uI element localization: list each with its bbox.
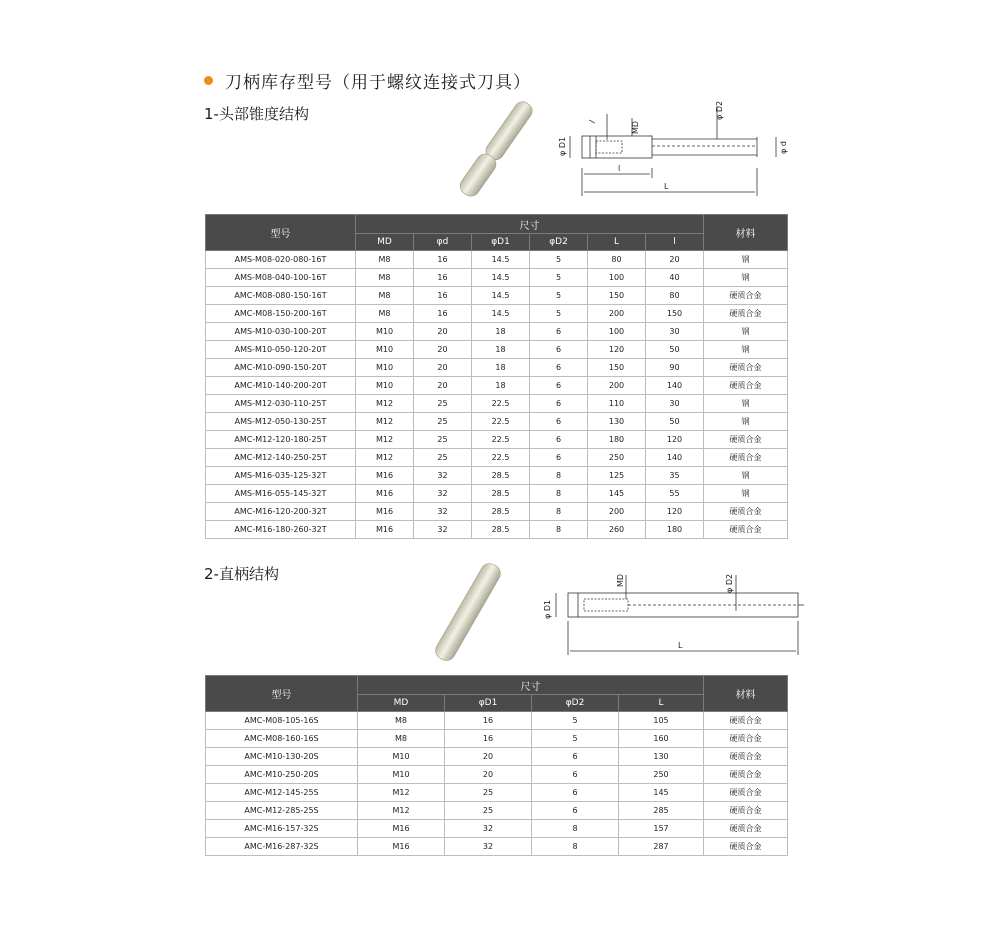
model-cell: AMS-M16-055-145-32T (206, 485, 356, 503)
table-cell: 6 (530, 323, 588, 341)
table-cell: 18 (472, 323, 530, 341)
table-cell: 100 (588, 269, 646, 287)
table-cell: M16 (358, 820, 445, 838)
table-cell: 6 (530, 413, 588, 431)
straight-phiD2-label: φ D2 (725, 573, 734, 593)
table-row (206, 359, 788, 377)
taper-holder-photo (440, 92, 555, 204)
table-cell: 35 (646, 467, 704, 485)
straight-table-body (206, 712, 788, 856)
table-cell: 180 (646, 521, 704, 539)
section2-label: 2-直柄结构 (204, 565, 279, 583)
table-row (206, 802, 788, 820)
table-cell: 130 (619, 748, 704, 766)
table-cell: M16 (356, 485, 414, 503)
table-row (206, 838, 788, 856)
model-cell: AMC-M10-140-200-20T (206, 377, 356, 395)
table-cell: 110 (588, 395, 646, 413)
table-row (206, 287, 788, 305)
table-cell: 32 (414, 485, 472, 503)
table-cell: 28.5 (472, 503, 530, 521)
col-header-phiD2: φD2 (532, 695, 619, 712)
table-cell: M10 (358, 766, 445, 784)
table-cell: 钢 (704, 395, 788, 413)
table-cell: 105 (619, 712, 704, 730)
table-row (206, 449, 788, 467)
table-cell: M10 (356, 323, 414, 341)
taper-L-label: L (664, 182, 669, 191)
col-header-MD: MD (356, 234, 414, 251)
table-cell: 16 (445, 730, 532, 748)
table-cell: 8 (530, 521, 588, 539)
table-cell: 8 (530, 467, 588, 485)
table-cell: 250 (588, 449, 646, 467)
table-cell: M8 (358, 730, 445, 748)
table-cell: 80 (646, 287, 704, 305)
table-cell: 30 (646, 395, 704, 413)
model-cell: AMS-M08-040-100-16T (206, 269, 356, 287)
table-cell: 钢 (704, 341, 788, 359)
col-header-MD: MD (358, 695, 445, 712)
table-cell: 6 (530, 341, 588, 359)
table-cell: 40 (646, 269, 704, 287)
table-cell: M10 (358, 748, 445, 766)
table-cell: 硬质合金 (704, 730, 788, 748)
table-cell: 硬质合金 (704, 521, 788, 539)
col-header-L: L (588, 234, 646, 251)
model-cell: AMS-M16-035-125-32T (206, 467, 356, 485)
table-cell: 14.5 (472, 269, 530, 287)
table-cell: M8 (356, 305, 414, 323)
table-row (206, 820, 788, 838)
col-header-model: 型号 (206, 676, 358, 712)
table-cell: 硬质合金 (704, 503, 788, 521)
table-cell: 钢 (704, 413, 788, 431)
table-cell: 25 (414, 431, 472, 449)
table-row (206, 521, 788, 539)
table-cell: M10 (356, 377, 414, 395)
model-cell: AMS-M10-050-120-20T (206, 341, 356, 359)
table-cell: 28.5 (472, 521, 530, 539)
table-cell: 16 (414, 269, 472, 287)
table-cell: 硬质合金 (704, 377, 788, 395)
table-cell: 8 (532, 838, 619, 856)
table-cell: 6 (532, 802, 619, 820)
table-cell: 钢 (704, 467, 788, 485)
straight-holder-table (205, 675, 788, 856)
table-cell: M10 (356, 359, 414, 377)
table-cell: 硬质合金 (704, 449, 788, 467)
table-cell: M16 (356, 503, 414, 521)
table-cell: 20 (646, 251, 704, 269)
table-cell: 硬质合金 (704, 766, 788, 784)
table-cell: 140 (646, 377, 704, 395)
table-cell: 5 (530, 269, 588, 287)
table-cell: 22.5 (472, 449, 530, 467)
table-cell: 6 (530, 431, 588, 449)
table-cell: 硬质合金 (704, 802, 788, 820)
table-row (206, 341, 788, 359)
col-header-material: 材料 (704, 215, 788, 251)
table-cell: 16 (414, 287, 472, 305)
table-cell: M12 (356, 449, 414, 467)
table-cell: 22.5 (472, 413, 530, 431)
taper-l-dim-label: l (618, 164, 621, 173)
table-cell: 50 (646, 413, 704, 431)
table-cell: 20 (414, 359, 472, 377)
table-cell: 16 (445, 712, 532, 730)
table-cell: 6 (532, 766, 619, 784)
table-cell: 140 (646, 449, 704, 467)
table-cell: 32 (445, 820, 532, 838)
model-cell: AMC-M12-120-180-25T (206, 431, 356, 449)
table-cell: 28.5 (472, 485, 530, 503)
table-cell: 18 (472, 341, 530, 359)
model-cell: AMC-M10-090-150-20T (206, 359, 356, 377)
table-cell: 125 (588, 467, 646, 485)
table-row (206, 503, 788, 521)
page-title: 刀柄库存型号（用于螺纹连接式刀具） (225, 73, 531, 93)
table-cell: 130 (588, 413, 646, 431)
table-cell: 145 (619, 784, 704, 802)
table-cell: 钢 (704, 251, 788, 269)
straight-holder-photo (420, 558, 516, 666)
table-cell: M8 (356, 287, 414, 305)
table-cell: 硬质合金 (704, 359, 788, 377)
table-cell: 32 (414, 467, 472, 485)
model-cell: AMC-M08-150-200-16T (206, 305, 356, 323)
model-cell: AMC-M08-105-16S (206, 712, 358, 730)
table-cell: 150 (588, 359, 646, 377)
table-cell: 30 (646, 323, 704, 341)
model-cell: AMC-M16-157-32S (206, 820, 358, 838)
table-row (206, 784, 788, 802)
table-cell: M12 (358, 802, 445, 820)
col-header-phiD1: φD1 (445, 695, 532, 712)
table-cell: 160 (619, 730, 704, 748)
table-cell: 50 (646, 341, 704, 359)
table-cell: 14.5 (472, 305, 530, 323)
table-cell: 250 (619, 766, 704, 784)
col-header-phiD1: φD1 (472, 234, 530, 251)
bullet-dot-icon (204, 76, 213, 85)
table-cell: M16 (358, 838, 445, 856)
table-cell: 25 (414, 395, 472, 413)
table-row (206, 730, 788, 748)
straight-MD-label: MD (616, 573, 625, 587)
table-cell: 22.5 (472, 431, 530, 449)
table-cell: M16 (356, 521, 414, 539)
table-row (206, 395, 788, 413)
model-cell: AMS-M12-030-110-25T (206, 395, 356, 413)
col-header-phiD2: φD2 (530, 234, 588, 251)
table-cell: 6 (532, 748, 619, 766)
col-header-size: 尺寸 (358, 676, 704, 695)
table-cell: M12 (358, 784, 445, 802)
model-cell: AMC-M08-080-150-16T (206, 287, 356, 305)
taper-phiD1-label: φ D1 (558, 136, 567, 156)
taper-phid-label: φ d (779, 141, 788, 154)
table-cell: 钢 (704, 323, 788, 341)
table-cell: 150 (588, 287, 646, 305)
table-row (206, 431, 788, 449)
model-cell: AMC-M16-287-32S (206, 838, 358, 856)
table-cell: 18 (472, 359, 530, 377)
table-cell: 16 (414, 251, 472, 269)
table-cell: 25 (445, 802, 532, 820)
table-cell: 20 (414, 377, 472, 395)
table-cell: 14.5 (472, 251, 530, 269)
table-cell: 6 (530, 359, 588, 377)
straight-L-label: L (678, 641, 683, 650)
table-cell: 180 (588, 431, 646, 449)
model-cell: AMC-M12-145-25S (206, 784, 358, 802)
table-cell: 5 (530, 287, 588, 305)
table-cell: 硬质合金 (704, 820, 788, 838)
table-row (206, 251, 788, 269)
model-cell: AMC-M12-140-250-25T (206, 449, 356, 467)
taper-l-small-label: l (587, 118, 597, 125)
col-header-size: 尺寸 (356, 215, 704, 234)
section1-label: 1-头部锥度结构 (204, 105, 309, 123)
table-cell: M8 (356, 269, 414, 287)
table-cell: 25 (414, 413, 472, 431)
model-cell: AMC-M16-180-260-32T (206, 521, 356, 539)
table-cell: 32 (445, 838, 532, 856)
table-cell: 157 (619, 820, 704, 838)
table-cell: 32 (414, 503, 472, 521)
table-cell: 8 (530, 485, 588, 503)
table-cell: 100 (588, 323, 646, 341)
table-cell: M12 (356, 431, 414, 449)
table-cell: 硬质合金 (704, 431, 788, 449)
table-cell: 硬质合金 (704, 712, 788, 730)
table-cell: 28.5 (472, 467, 530, 485)
col-header-material: 材料 (704, 676, 788, 712)
straight-holder-drawing (528, 563, 804, 658)
table-cell: 25 (445, 784, 532, 802)
table-cell: 260 (588, 521, 646, 539)
table-cell: M12 (356, 395, 414, 413)
model-cell: AMS-M10-030-100-20T (206, 323, 356, 341)
table-row (206, 305, 788, 323)
table-row (206, 748, 788, 766)
table-cell: 55 (646, 485, 704, 503)
table-cell: 145 (588, 485, 646, 503)
model-cell: AMC-M12-285-25S (206, 802, 358, 820)
table-cell: 5 (532, 730, 619, 748)
taper-MD-label: MD (631, 120, 640, 134)
table-cell: 200 (588, 305, 646, 323)
table-cell: M8 (356, 251, 414, 269)
table-cell: 钢 (704, 485, 788, 503)
table-cell: 20 (445, 766, 532, 784)
table-cell: 硬质合金 (704, 784, 788, 802)
straight-phiD1-label: φ D1 (543, 599, 552, 619)
table-cell: 硬质合金 (704, 748, 788, 766)
table-cell: 120 (588, 341, 646, 359)
table-row (206, 485, 788, 503)
table-cell: 6 (532, 784, 619, 802)
table-row (206, 323, 788, 341)
table-row (206, 766, 788, 784)
table-cell: 287 (619, 838, 704, 856)
page-heading (204, 68, 531, 93)
table-cell: 硬质合金 (704, 305, 788, 323)
table-cell: 6 (530, 449, 588, 467)
table-row (206, 712, 788, 730)
table-cell: 80 (588, 251, 646, 269)
table-cell: 150 (646, 305, 704, 323)
table-cell: 5 (530, 305, 588, 323)
table-cell: 22.5 (472, 395, 530, 413)
col-header-l: l (646, 234, 704, 251)
taper-phiD2-label: φ D2 (715, 100, 724, 120)
table-cell: 25 (414, 449, 472, 467)
table-cell: 120 (646, 431, 704, 449)
table-cell: 20 (445, 748, 532, 766)
model-cell: AMC-M10-130-20S (206, 748, 358, 766)
col-header-model: 型号 (206, 215, 356, 251)
taper-holder-drawing (552, 96, 792, 200)
table-cell: 6 (530, 377, 588, 395)
table-cell: 200 (588, 377, 646, 395)
table-row (206, 269, 788, 287)
table-cell: 120 (646, 503, 704, 521)
table-cell: 20 (414, 323, 472, 341)
table-cell: 18 (472, 377, 530, 395)
table-cell: 16 (414, 305, 472, 323)
table-cell: 285 (619, 802, 704, 820)
model-cell: AMS-M12-050-130-25T (206, 413, 356, 431)
table-row (206, 467, 788, 485)
table-cell: 钢 (704, 269, 788, 287)
table-cell: 200 (588, 503, 646, 521)
model-cell: AMC-M10-250-20S (206, 766, 358, 784)
table-cell: M12 (356, 413, 414, 431)
table-cell: 8 (532, 820, 619, 838)
table-cell: M8 (358, 712, 445, 730)
model-cell: AMS-M08-020-080-16T (206, 251, 356, 269)
table-cell: 14.5 (472, 287, 530, 305)
taper-table-body (206, 251, 788, 539)
table-cell: M16 (356, 467, 414, 485)
model-cell: AMC-M16-120-200-32T (206, 503, 356, 521)
table-row (206, 413, 788, 431)
table-cell: 硬质合金 (704, 838, 788, 856)
table-cell: M10 (356, 341, 414, 359)
table-cell: 20 (414, 341, 472, 359)
table-row (206, 377, 788, 395)
table-cell: 90 (646, 359, 704, 377)
table-cell: 5 (530, 251, 588, 269)
table-cell: 硬质合金 (704, 287, 788, 305)
table-cell: 5 (532, 712, 619, 730)
table-cell: 32 (414, 521, 472, 539)
col-header-L: L (619, 695, 704, 712)
col-header-phid: φd (414, 234, 472, 251)
taper-holder-table (205, 214, 788, 539)
table-cell: 8 (530, 503, 588, 521)
table-cell: 6 (530, 395, 588, 413)
model-cell: AMC-M08-160-16S (206, 730, 358, 748)
